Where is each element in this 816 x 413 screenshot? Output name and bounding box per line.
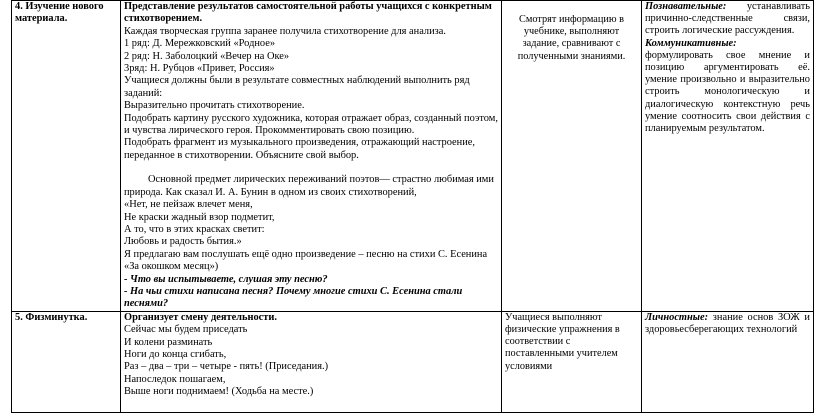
text-line: Подобрать картину русского художника, которая отражает образ, созданный поэтом, и чувства лирического героя. Прокомментировать свою позицию. [124, 112, 498, 137]
text-line: Подобрать фрагмент из музыкального произведения, отражающий настроение, переданное в стихотворении. Объясните свой выбор. [124, 137, 475, 161]
teacher-activity-cell [121, 311, 502, 412]
uud-cell [642, 1, 814, 312]
text-line: Ноги до конца сгибать, [124, 348, 227, 360]
text-line: Каждая творческая группа заранее получила стихотворение для анализа. [124, 25, 446, 37]
text-line: Выразительно прочитать стихотворение. [124, 100, 305, 112]
uud-text: знание основ ЗОЖ и здоровьесберегающих технологий [645, 311, 810, 335]
uud-label: Личностные: [645, 311, 709, 323]
text-line: 3ряд: Н. Рубцов «Привет, Россия» [124, 63, 275, 75]
table-row [12, 311, 814, 412]
uud-cell [642, 311, 814, 412]
intro-paragraph: Основной предмет лирических переживаний поэтов— страстно любимая ими природа. Как сказал И. А. Бунин в одном из своих стихотворений, [124, 174, 494, 198]
uud-personal [645, 312, 810, 336]
student-activity-text: Смотрят информацию в учебнике, выполняют задание, сравнивают с полученными знаниями. [517, 14, 626, 62]
activity-heading: Организует смену деятельности. [124, 311, 277, 323]
poem-line: А то, что в этих красках светит: [124, 223, 265, 235]
text-line: Сейчас мы будем приседать [124, 324, 248, 336]
text-line: Раз – два – три – четыре - пять! (Приседания.) [124, 361, 329, 373]
table-row [12, 1, 814, 312]
uud-text: формулировать свое мнение и позицию аргументировать её. умение произвольно и выразительно строить монологическую и диалогическую контекстную речь умение соотносить свои действия с планируемым результатом. [645, 49, 810, 135]
student-activity-cell [502, 311, 642, 412]
uud-label: Коммуникативные: [645, 37, 737, 49]
poem-line: «Нет, не пейзаж влечет меня, [124, 199, 253, 211]
question-line: - На чьи стихи написана песня? Почему многие стихи С. Есенина стали песнями? [124, 285, 463, 310]
text-line: 1 ряд: Д. Мережковский «Родное» [124, 38, 276, 50]
spacer [124, 162, 498, 174]
stage-title: 4. Изучение нового материала. [15, 1, 104, 25]
text-line: Выше ноги поднимаем! (Ходьба на месте.) [124, 386, 314, 398]
stage-cell [12, 311, 121, 412]
song-paragraph: Я предлагаю вам послушать ещё одно произведение – песню на стихи С. Есенина «За окошком месяц») [124, 248, 488, 273]
poem-line: Не краски жадный взор подметит, [124, 211, 275, 223]
uud-label: Познавательные: [645, 1, 727, 12]
poem-line: Любовь и радость бытия.» [124, 236, 242, 248]
question-line: - Что вы испытываете, слушая эту песню? [124, 273, 328, 285]
student-activity-text: Учащиеся выполняют физические упражнения в соответствии с поставленными учителем условиями [505, 311, 620, 372]
student-activity-cell [502, 1, 642, 312]
uud-text: устанавливать причинно-следственные связи, строить логические рассуждения. [645, 1, 810, 37]
activity-heading: Представление результатов самостоятельной работы учащихся с конкретным стихотворением. [124, 1, 492, 25]
stage-title: 5. Физминутка. [15, 311, 88, 323]
text-line: Напоследок пошагаем, [124, 373, 226, 385]
text-line: 2 ряд: Н. Заболоцкий «Вечер на Оке» [124, 50, 290, 62]
lesson-stages-table [11, 0, 814, 413]
stage-cell [12, 1, 121, 312]
teacher-activity-cell [121, 1, 502, 312]
uud-cognitive [645, 1, 810, 38]
text-line: И колени разминать [124, 336, 213, 348]
text-line: Учащиеся должны были в результате совместных наблюдений выполнить ряд заданий: [124, 75, 470, 99]
